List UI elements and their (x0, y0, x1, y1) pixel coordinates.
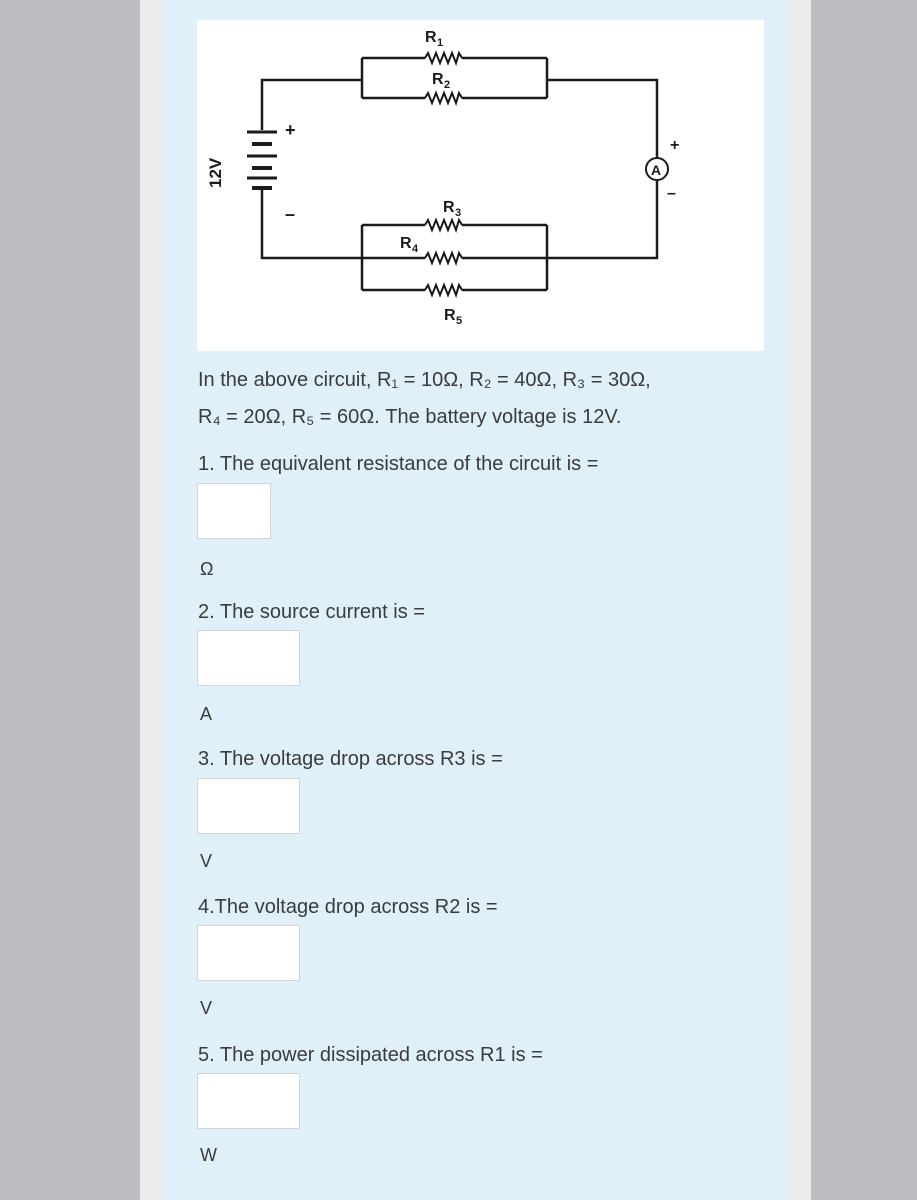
label-r5-sub: 5 (456, 315, 463, 327)
question-2-answer-input[interactable] (197, 630, 300, 686)
label-ammeter-minus: – (667, 185, 676, 202)
question-4-unit: V (200, 998, 213, 1018)
left-margin (140, 0, 164, 1200)
question-2-unit: A (200, 704, 213, 724)
resistor-r2 (425, 93, 462, 103)
label-r3-sub: 3 (455, 207, 462, 219)
question-4-answer-input[interactable] (197, 925, 300, 981)
label-r4-sub: 4 (412, 243, 419, 255)
label-battery-plus: + (285, 120, 296, 140)
resistor-r3 (425, 220, 462, 230)
circuit-svg (197, 20, 764, 351)
label-r2-sub: 2 (444, 79, 451, 91)
question-5-unit: W (200, 1145, 217, 1165)
wire-right-bottom (547, 180, 657, 258)
question-1-unit: Ω (200, 559, 214, 579)
label-r2: R (432, 71, 444, 88)
question-4-prompt: 4.The voltage drop across R2 is = (198, 896, 498, 918)
label-battery-minus: – (285, 204, 296, 224)
label-ammeter-plus: + (670, 137, 680, 154)
resistor-r5 (425, 285, 462, 295)
question-2-prompt: 2. The source current is = (198, 601, 425, 623)
resistor-r4 (425, 253, 462, 263)
wire-right-top (547, 80, 657, 158)
question-1-prompt: 1. The equivalent resistance of the circuit is = (198, 453, 599, 475)
battery-symbol (247, 132, 277, 188)
label-r3: R (443, 199, 455, 216)
problem-statement-line1: In the above circuit, R₁ = 10Ω, R₂ = 40Ω, R₃ = 30Ω, (198, 369, 651, 391)
label-r4: R (400, 235, 412, 252)
label-ammeter: A (651, 162, 662, 178)
right-margin (787, 0, 811, 1200)
question-3-answer-input[interactable] (197, 778, 300, 834)
question-3-unit: V (200, 851, 213, 871)
question-5-answer-input[interactable] (197, 1073, 300, 1129)
wire-left-bottom (262, 190, 362, 258)
wire-left-top (262, 80, 362, 130)
problem-statement-line2: R₄ = 20Ω, R₅ = 60Ω. The battery voltage is 12V. (198, 406, 622, 428)
label-r5: R (444, 307, 456, 324)
label-r1-sub: 1 (437, 37, 444, 49)
circuit-diagram (197, 20, 764, 351)
resistor-r1 (425, 53, 462, 63)
label-battery-voltage: 12V (206, 157, 225, 188)
question-1-answer-input[interactable] (197, 483, 271, 539)
question-3-prompt: 3. The voltage drop across R3 is = (198, 748, 503, 770)
label-r1: R (425, 29, 437, 46)
question-5-prompt: 5. The power dissipated across R1 is = (198, 1044, 543, 1066)
